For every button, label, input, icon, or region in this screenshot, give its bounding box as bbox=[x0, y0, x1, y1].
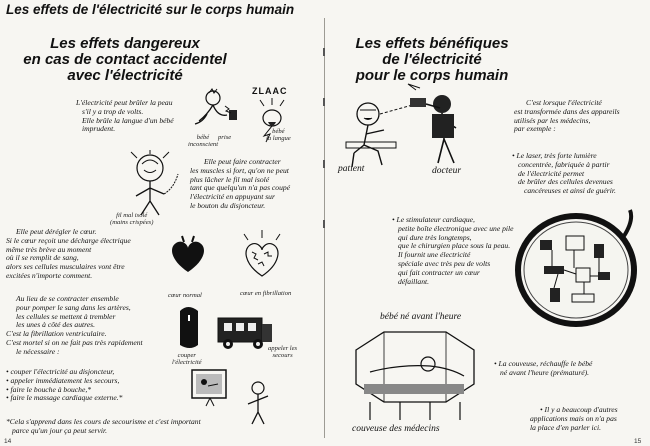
pacemaker-circuit-illustration bbox=[514, 206, 638, 330]
incubator-illustration bbox=[340, 322, 490, 426]
caption-baby-outlet: bébé inconscient bbox=[188, 134, 219, 148]
list-item: • faire le massage cardiaque externe.* bbox=[6, 393, 123, 403]
page-number-left: 14 bbox=[4, 438, 12, 445]
paragraph-more: • Il y a beaucoup d'autres applications mais on n'a pas la place d'en parler ici. bbox=[530, 405, 618, 432]
caption-heart-fibrillation: cœur en fibrillation bbox=[240, 290, 292, 297]
caption-cut-power: couper l'électricité bbox=[172, 352, 202, 366]
fold-mark bbox=[323, 160, 325, 168]
zlaac-sound: ZLAAC bbox=[252, 86, 288, 96]
caption-wire: fil mal isolé (mains crispées) bbox=[110, 212, 154, 226]
caption-doctor: docteur bbox=[432, 166, 462, 176]
emergency-list bbox=[6, 368, 122, 403]
paragraph-muscles: Elle peut faire contracter les muscles si fort, qu'on ne peut plus lâcher le fil mal isolé tant que quelqu'un n'a pas coupé l'électricité en appuyant sur le bouton du disjoncteur. bbox=[190, 157, 291, 210]
caption-outlet: prise bbox=[218, 134, 232, 141]
right-section-title: Les effets bénéfiques de l'électricité pour le corps humain bbox=[355, 35, 509, 84]
paragraph-fibrillation: Au lieu de se contracter ensemble pour pomper le sang dans les artères, les cellules se mettent à trembler les unes à côté des autres. C'est la fibrillation ventriculaire. C'est mortel si on ne fait pas très rapidement le nécessaire : bbox=[6, 294, 143, 356]
list-item: • couper l'électricité au disjoncteur, bbox=[6, 367, 115, 376]
ambulance-illustration bbox=[214, 310, 274, 352]
breaker-illustration bbox=[174, 305, 204, 351]
first-aid-poster-illustration bbox=[190, 368, 234, 408]
caption-patient: patient bbox=[338, 164, 365, 174]
paragraph-pacemaker: • Le stimulateur cardiaque, petite boîte électronique avec une pile qui dure très longtemps, que le chirurgien place sous la peau. Il fournit une électricité spéciale avec très peu de volts qui fait contracter un cœur défaillant. bbox=[392, 215, 514, 286]
rescuer-illustration bbox=[244, 380, 274, 428]
page-number-right: 15 bbox=[634, 438, 642, 445]
normal-heart-illustration bbox=[166, 236, 210, 276]
list-item: • faire le bouche à bouche,* bbox=[6, 384, 92, 394]
paragraph-incubator: • La couveuse, réchauffe le bébé né avant l'heure (prématuré). bbox=[494, 359, 593, 377]
fibrillation-heart-illustration bbox=[238, 230, 286, 284]
page-title: Les effets de l'électricité sur le corps humain bbox=[6, 2, 295, 17]
footnote: *Cela s'apprend dans les cours de secourisme et c'est important parce qu'un jour ça peut servir. bbox=[6, 417, 201, 435]
laser-treatment-illustration bbox=[344, 84, 474, 172]
left-section-title: Les effets dangereux en cas de contact accidentel avec l'électricité bbox=[23, 35, 227, 84]
caption-call-help: appeler les secours bbox=[268, 345, 298, 359]
caption-premature-baby: bébé né avant l'heure bbox=[380, 312, 462, 322]
paragraph-laser: • Le laser, très forte lumière concentrée, fabriquée à partir de l'électricité permet de brûler des cellules devenues cancéreuses et ainsi de guérir. bbox=[512, 151, 616, 196]
paragraph-burn: L'électricité peut brûler la peau s'il y a trop de volts. Elle brûle la langue d'un bébé imprudent. bbox=[76, 98, 174, 134]
paragraph-intro: C'est lorsque l'électricité est transformée dans des appareils utilisés par les médecins, par exemple : bbox=[514, 98, 620, 134]
caption-tongue: bébé la langue bbox=[266, 128, 291, 142]
fold-mark bbox=[323, 48, 325, 56]
person-wire-illustration bbox=[120, 150, 180, 220]
caption-incubator: couveuse des médecins bbox=[352, 424, 440, 434]
list-item: • appeler immédiatement les secours, bbox=[6, 375, 120, 385]
fold-mark bbox=[323, 220, 325, 228]
paragraph-heart: Elle peut dérégler le cœur. Si le cœur reçoit une décharge électrique même très brève au moment où il se remplit de sang, alors ses cellules musculaires vont être excitées n'importe comment. bbox=[6, 227, 131, 280]
spine-divider bbox=[324, 18, 325, 438]
fold-mark bbox=[323, 98, 325, 106]
caption-heart-normal: cœur normal bbox=[168, 292, 202, 299]
